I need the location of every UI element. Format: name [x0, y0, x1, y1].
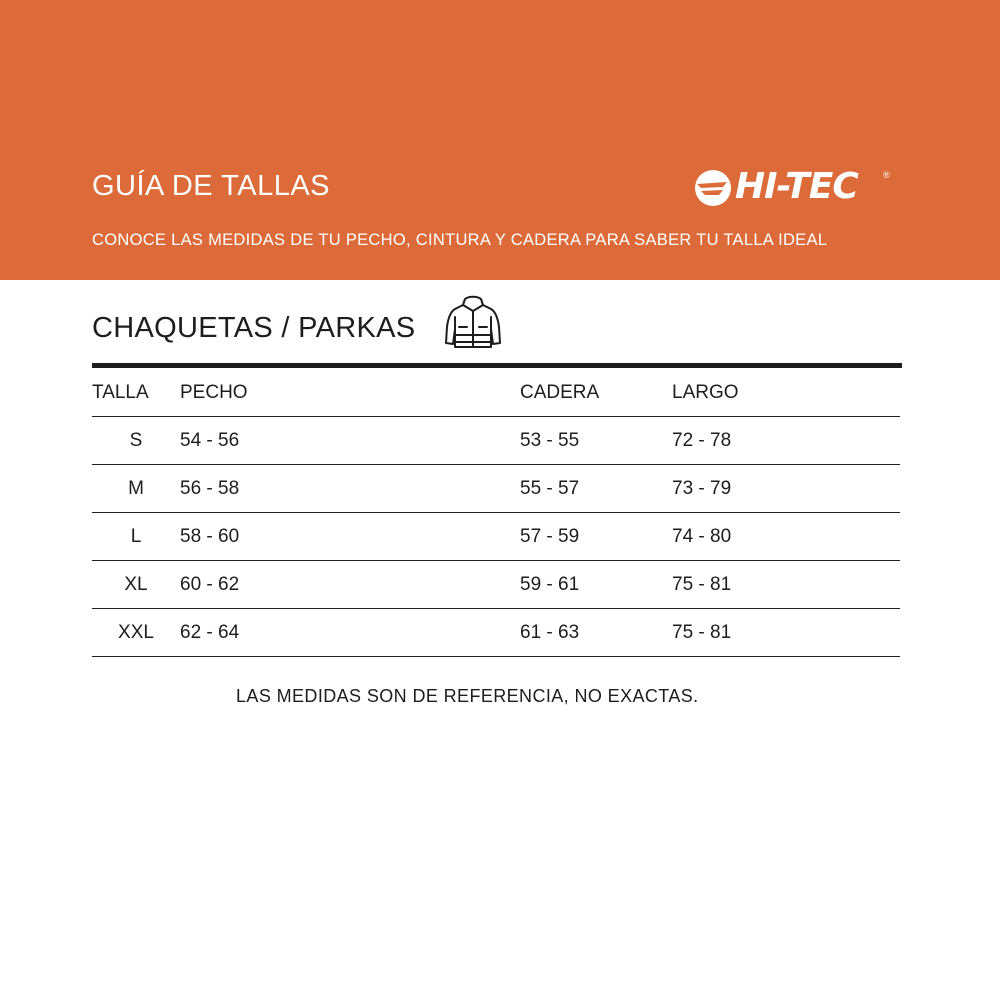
page-subtitle: CONOCE LAS MEDIDAS DE TU PECHO, CINTURA Y CADERA PARA SABER TU TALLA IDEAL [92, 231, 828, 249]
cell-pecho: 62 - 64 [180, 609, 520, 657]
cell-cadera: 61 - 63 [520, 609, 672, 657]
cell-cadera: 55 - 57 [520, 465, 672, 513]
cell-pecho: 58 - 60 [180, 513, 520, 561]
header-banner [0, 0, 1000, 280]
header-cadera: CADERA [520, 369, 672, 417]
cell-talla: M [92, 465, 180, 513]
cell-cadera: 53 - 55 [520, 417, 672, 465]
cell-largo: 73 - 79 [672, 465, 900, 513]
table-row [92, 561, 900, 609]
table-top-rule [92, 363, 902, 368]
cell-cadera: 57 - 59 [520, 513, 672, 561]
table-row [92, 465, 900, 513]
brand-name: HI-TEC [735, 166, 858, 207]
size-table [92, 369, 900, 657]
header-talla: TALLA [92, 369, 180, 417]
cell-largo: 75 - 81 [672, 609, 900, 657]
hitec-logo-icon [693, 168, 733, 208]
footnote: LAS MEDIDAS SON DE REFERENCIA, NO EXACTAS. [236, 686, 699, 706]
cell-talla: XL [92, 561, 180, 609]
page-title: GUÍA DE TALLAS [92, 170, 331, 202]
table-row [92, 513, 900, 561]
section-title: CHAQUETAS / PARKAS [92, 312, 416, 344]
cell-talla: XXL [92, 609, 180, 657]
cell-largo: 72 - 78 [672, 417, 900, 465]
cell-pecho: 60 - 62 [180, 561, 520, 609]
table-header-row [92, 369, 900, 417]
cell-largo: 74 - 80 [672, 513, 900, 561]
header-pecho: PECHO [180, 369, 520, 417]
cell-talla: L [92, 513, 180, 561]
jacket-icon [443, 295, 503, 351]
cell-talla: S [92, 417, 180, 465]
brand-logo [693, 168, 898, 212]
cell-pecho: 56 - 58 [180, 465, 520, 513]
table-row [92, 417, 900, 465]
cell-pecho: 54 - 56 [180, 417, 520, 465]
cell-cadera: 59 - 61 [520, 561, 672, 609]
header-largo: LARGO [672, 369, 900, 417]
registered-mark: ® [883, 170, 890, 180]
cell-largo: 75 - 81 [672, 561, 900, 609]
table-row [92, 609, 900, 657]
